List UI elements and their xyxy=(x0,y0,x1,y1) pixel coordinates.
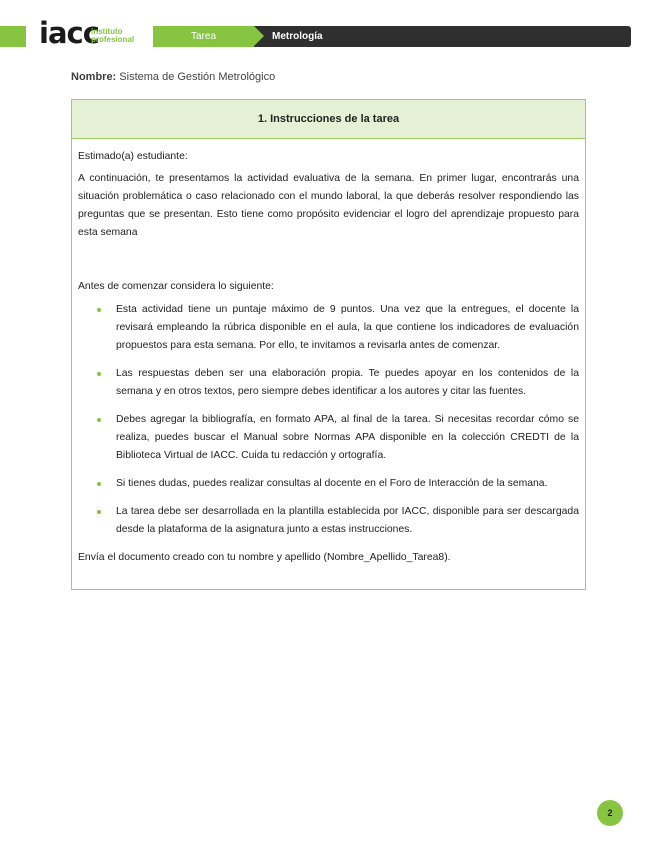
instruction-list xyxy=(78,301,579,539)
name-value: Sistema de Gestión Metrológico xyxy=(119,71,276,83)
list-item xyxy=(116,365,579,401)
tab-arrow xyxy=(254,26,264,46)
name-label: Nombre: xyxy=(71,71,117,83)
page-header xyxy=(0,0,655,60)
list-item-text: Si tienes dudas, puedes realizar consultas al docente en el Foro de Interacción de la semana. xyxy=(116,478,548,489)
tab-tarea: Tarea xyxy=(153,26,254,47)
list-item-text: Las respuestas deben ser una elaboración propia. Te puedes apoyar en los contenidos de la semana y en otros textos, pero siempre debes identificar a los autores y citar las fuentes. xyxy=(116,368,579,397)
name-line xyxy=(71,71,275,83)
logo-subtitle xyxy=(91,28,134,44)
bullet-icon xyxy=(97,372,101,376)
list-item xyxy=(116,411,579,465)
before-start: Antes de comenzar considera lo siguiente: xyxy=(78,281,274,292)
list-item xyxy=(116,475,579,493)
logo-subtitle-line1: instituto xyxy=(91,27,123,36)
list-item xyxy=(116,503,579,539)
subject-label: Metrología xyxy=(272,31,323,42)
bullet-icon xyxy=(97,308,101,312)
brand-square xyxy=(0,26,26,47)
list-item-text: Debes agregar la bibliografía, en formato APA, al final de la tarea. Si necesitas recordar cómo se realiza, puedes buscar el Manual sobre Normas APA disponible en la colección CREDTI de la Biblioteca Virtual de IACC. Cuida tu redacción y ortografía. xyxy=(116,414,579,461)
instructions-title: 1. Instrucciones de la tarea xyxy=(72,100,585,139)
list-item-text: La tarea debe ser desarrollada en la plantilla establecida por IACC, disponible para ser descargada desde la plataforma de la asignatura junto a estas instrucciones. xyxy=(116,506,579,535)
bullet-icon xyxy=(97,482,101,486)
instructions-body xyxy=(72,139,585,567)
instructions-box xyxy=(71,99,586,590)
logo-subtitle-line2: profesional xyxy=(91,35,135,44)
list-item xyxy=(116,301,579,355)
bullet-icon xyxy=(97,418,101,422)
greeting: Estimado(a) estudiante: xyxy=(78,151,188,162)
logo-wordmark: iacc xyxy=(39,16,99,50)
intro-paragraph: A continuación, te presentamos la actividad evaluativa de la semana. En primer lugar, encontrarás una situación problemática o caso relacionado con el mundo laboral, la que deberás resolver respondiendo las preguntas que se presentan. Esto tiene como propósito evidenciar el logro del aprendizaje propuesto para esta semana xyxy=(78,173,579,238)
closing-paragraph: Envía el documento creado con tu nombre y apellido (Nombre_Apellido_Tarea8). xyxy=(78,552,451,563)
bullet-icon xyxy=(97,510,101,514)
list-item-text: Esta actividad tiene un puntaje máximo de 9 puntos. Una vez que la entregues, el docente la revisará empleando la rúbrica disponible en el aula, la que contiene los indicadores de evaluación propuestos para esta semana. Por ello, te invitamos a revisarla antes de comenzar. xyxy=(116,304,579,351)
page-number: 2 xyxy=(597,800,623,826)
